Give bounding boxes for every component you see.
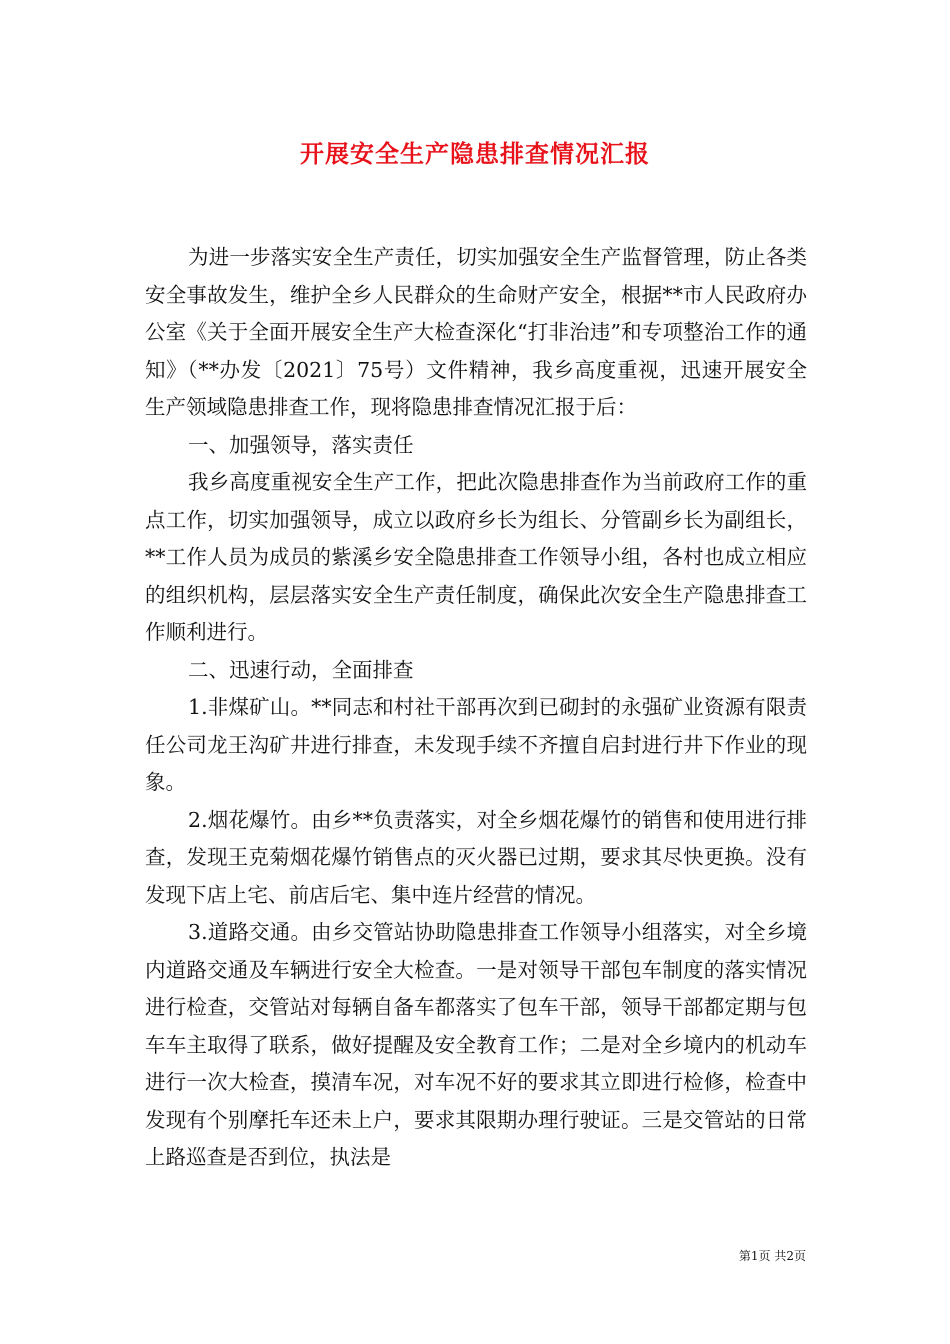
- paragraph-item-2: 2.烟花爆竹。由乡**负责落实，对全乡烟花爆竹的销售和使用进行排查，发现王克菊烟花爆竹销售点的灭火器已过期，要求其尽快更换。没有发现下店上宅、前店后宅、集中连片经营的情况。: [145, 807, 807, 907]
- document-title: 开展安全生产隐患排查情况汇报: [300, 139, 650, 168]
- paragraph-intro: 为进一步落实安全生产责任，切实加强安全生产监督管理，防止各类安全事故发生，维护全乡人民群众的生命财产安全，根据**市人民政府办公室《关于全面开展安全生产大检查深化“打非治违”和专项整治工作的通知》（**办发〔2021〕75号）文件精神，我乡高度重视，迅速开展安全生产领域隐患排查工作，现将隐患排查情况汇报于后：: [145, 245, 807, 419]
- paragraph-item-1: 1.非煤矿山。**同志和村社干部再次到已砌封的永强矿业资源有限责任公司龙王沟矿井进行排查，未发现手续不齐擅自启封进行井下作业的现象。: [145, 695, 807, 794]
- page-number: 第1页 共2页: [738, 1249, 806, 1263]
- section-heading-2: 二、迅速行动，全面排查: [188, 657, 414, 682]
- paragraph-section-1: 我乡高度重视安全生产工作，把此次隐患排查作为当前政府工作的重点工作，切实加强领导，成立以政府乡长为组长、分管副乡长为副组长，**工作人员为成员的紫溪乡安全隐患排查工作领导小组，各村也成立相应的组织机构，层层落实安全生产责任制度，确保此次安全生产隐患排查工作顺利进行。: [145, 470, 807, 644]
- section-heading-1: 一、加强领导，落实责任: [188, 432, 414, 457]
- paragraph-item-3: 3.道路交通。由乡交管站协助隐患排查工作领导小组落实，对全乡境内道路交通及车辆进行安全大检查。一是对领导干部包车制度的落实情况进行检查，交管站对每辆自备车都落实了包车干部，领导干部都定期与包车车主取得了联系，做好提醒及安全教育工作；二是对全乡境内的机动车进行一次大检查，摸清车况，对车况不好的要求其立即进行检修，检查中发现有个别摩托车还未上户，要求其限期办理行驶证。三是交管站的日常上路巡查是否到位，执法是: [145, 920, 807, 1169]
- document-body: [145, 239, 807, 1177]
